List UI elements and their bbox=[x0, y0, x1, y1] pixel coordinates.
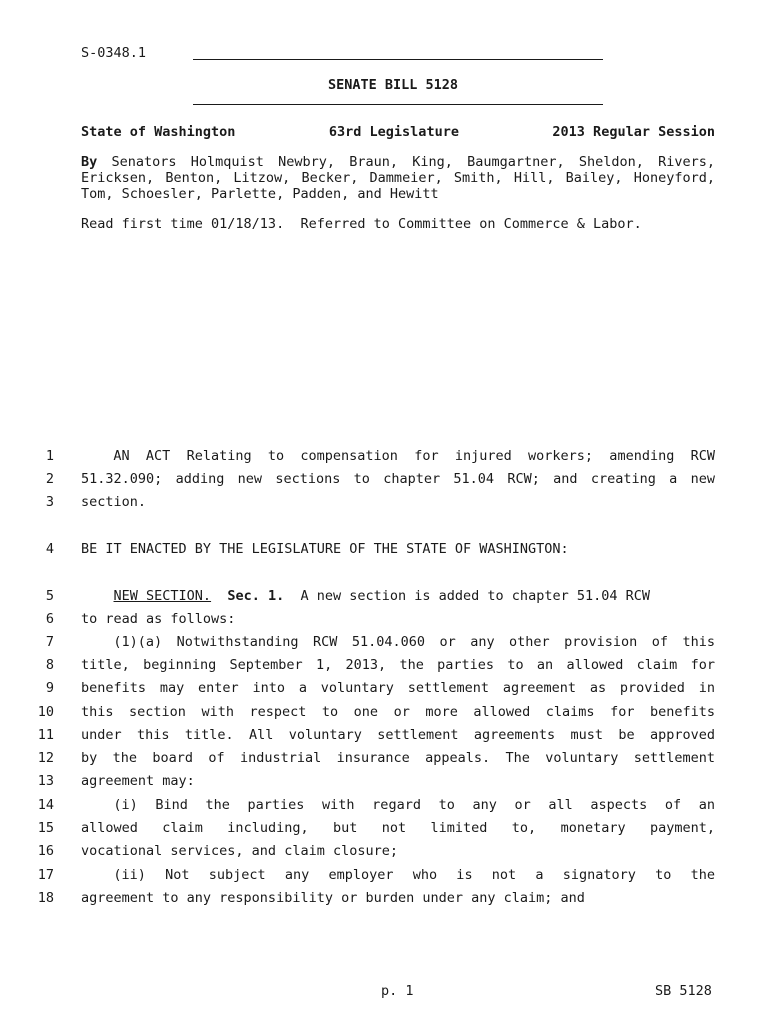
body-line bbox=[81, 590, 650, 604]
line-number: 1 bbox=[45, 448, 54, 464]
body-line bbox=[81, 729, 715, 743]
line-number: 2 bbox=[45, 471, 54, 487]
line-number: 5 bbox=[45, 588, 54, 604]
body-line bbox=[81, 706, 715, 720]
line-text: title, beginning September 1, 2013, the parties to an allowed claim for bbox=[81, 657, 715, 673]
line-number: 13 bbox=[37, 773, 54, 789]
body-line bbox=[81, 869, 715, 883]
by-label: By bbox=[81, 154, 98, 170]
legislature-number: 63rd Legislature bbox=[328, 124, 459, 140]
bill-id: S-0348.1 bbox=[81, 45, 147, 61]
body-line bbox=[81, 659, 715, 673]
line-text: by the board of industrial insurance appeals. The voluntary settlement bbox=[81, 750, 715, 766]
line-number: 16 bbox=[37, 843, 54, 859]
section-number: Sec. 1. bbox=[227, 588, 285, 604]
body-line bbox=[81, 752, 715, 766]
line-number: 14 bbox=[37, 797, 54, 813]
line-text: benefits may enter into a voluntary settlement agreement as provided in bbox=[81, 680, 715, 696]
header-rule-bottom bbox=[193, 104, 603, 105]
sponsor-list: Senators Holmquist Newbry, Braun, King, Baumgartner, Sheldon, Rivers, Ericksen, Benton, Litzow, Becker, Dammeier, Smith, Hill, Bailey, Honeyford, Tom, Schoesler, Parlette, Padden, and Hewitt bbox=[81, 154, 715, 202]
referral-note: Read first time 01/18/13. Referred to Committee on Commerce & Labor. bbox=[81, 216, 642, 232]
line-number: 15 bbox=[37, 820, 54, 836]
session-name: 2013 Regular Session bbox=[552, 124, 715, 140]
body-line: agreement may: bbox=[81, 773, 195, 789]
session-row bbox=[81, 124, 715, 140]
body-line bbox=[81, 682, 715, 696]
line-text: AN ACT Relating to compensation for injured workers; amending RCW bbox=[113, 448, 715, 464]
sponsors-block bbox=[81, 154, 715, 202]
line-number: 9 bbox=[45, 680, 54, 696]
line-text: (ii) Not subject any employer who is not a signatory to the bbox=[113, 867, 715, 883]
body-line: section. bbox=[81, 494, 147, 510]
line-number: 10 bbox=[37, 704, 54, 720]
body-line bbox=[81, 799, 715, 813]
new-section-label: NEW SECTION. bbox=[113, 588, 212, 604]
line-text: allowed claim including, but not limited to, monetary payment, bbox=[81, 820, 715, 836]
footer-bill-short: SB 5128 bbox=[655, 983, 712, 999]
section-text: A new section is added to chapter 51.04 RCW bbox=[284, 588, 650, 604]
line-number: 18 bbox=[37, 890, 54, 906]
line-text: under this title. All voluntary settlement agreements must be approved bbox=[81, 727, 715, 743]
page-number: p. 1 bbox=[381, 983, 414, 999]
body-line bbox=[81, 473, 715, 487]
body-line: BE IT ENACTED BY THE LEGISLATURE OF THE STATE OF WASHINGTON: bbox=[81, 541, 569, 557]
header-rule-top bbox=[193, 59, 603, 60]
state-name: State of Washington bbox=[81, 124, 236, 140]
line-number: 11 bbox=[37, 727, 54, 743]
line-number: 3 bbox=[45, 494, 54, 510]
line-number: 12 bbox=[37, 750, 54, 766]
body-line: agreement to any responsibility or burden under any claim; and bbox=[81, 890, 585, 906]
line-number: 17 bbox=[37, 867, 54, 883]
line-number: 6 bbox=[45, 611, 54, 627]
line-number: 4 bbox=[45, 541, 54, 557]
line-number: 7 bbox=[45, 634, 54, 650]
line-number: 8 bbox=[45, 657, 54, 673]
body-line: vocational services, and claim closure; bbox=[81, 843, 398, 859]
body-line bbox=[81, 822, 715, 836]
bill-title: SENATE BILL 5128 bbox=[328, 77, 459, 93]
line-text: 51.32.090; adding new sections to chapter 51.04 RCW; and creating a new bbox=[81, 471, 715, 487]
body-line bbox=[81, 636, 715, 650]
body-line bbox=[81, 450, 715, 464]
line-text: this section with respect to one or more allowed claims for benefits bbox=[81, 704, 715, 720]
line-text: (i) Bind the parties with regard to any or all aspects of an bbox=[113, 797, 715, 813]
line-text: (1)(a) Notwithstanding RCW 51.04.060 or any other provision of this bbox=[113, 634, 715, 650]
body-line: to read as follows: bbox=[81, 611, 236, 627]
